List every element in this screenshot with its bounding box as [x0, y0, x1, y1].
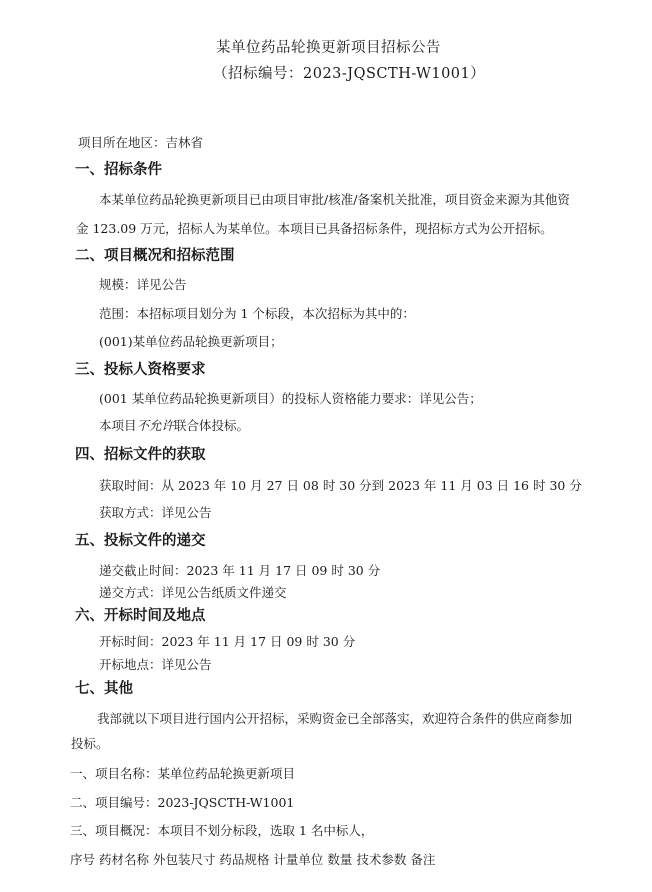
submission-method-line: 递交方式：详见公告纸质文件递交	[99, 585, 287, 600]
section-7-paragraph-line-2: 投标。	[71, 736, 109, 751]
section-5-heading: 五、投标文件的递交	[75, 533, 206, 549]
section-1-paragraph-line-1: 本某单位药品轮换更新项目已由项目审批/核准/备案机关批准，项目资金来源为其他资	[99, 192, 570, 207]
submission-deadline-line: 递交截止时间：2023 年 11 月 17 日 09 时 30 分	[99, 563, 381, 578]
scope-line: 范围：本招标项目划分为 1 个标段，本次招标为其中的：	[99, 306, 415, 321]
acquire-time-line: 获取时间：从 2023 年 10 月 27 日 08 时 30 分到 2023 年 11 月 03 日 16 时 30 分	[99, 478, 582, 493]
lot-line: (001)某单位药品轮换更新项目；	[99, 334, 283, 349]
section-1-heading: 一、招标条件	[75, 162, 162, 178]
item-project-overview: 三、项目概况：本项目不划分标段，选取 1 名中标人，	[70, 823, 374, 838]
section-1-paragraph-line-2: 金 123.09 万元，招标人为某单位。本项目已具备招标条件，现招标方式为公开招标。	[76, 221, 553, 236]
section-4-heading: 四、招标文件的获取	[75, 447, 206, 463]
bid-number: （招标编号：2023-JQSCTH-W1001）	[213, 66, 486, 82]
joint-bid-not-allowed: 不允许	[136, 418, 175, 433]
notice-title: 某单位药品轮换更新项目招标公告	[216, 40, 441, 56]
qualification-line: (001 某单位药品轮换更新项目）的投标人资格能力要求：详见公告；	[99, 391, 482, 406]
joint-bid-suffix: 联合体投标。	[174, 418, 250, 433]
table-header-row: 序号 药材名称 外包装尺寸 药品规格 计量单位 数量 技术参数 备注	[70, 852, 436, 867]
project-location: 项目所在地区：吉林省	[78, 135, 204, 150]
section-7-paragraph-line-1: 我部就以下项目进行国内公开招标，采购资金已全部落实，欢迎符合条件的供应商参加	[97, 711, 573, 726]
section-2-heading: 二、项目概况和招标范围	[75, 248, 235, 264]
opening-place-line: 开标地点：详见公告	[99, 657, 212, 672]
joint-bid-prefix: 本项目	[99, 418, 137, 433]
acquire-method-line: 获取方式：详见公告	[99, 505, 212, 520]
section-3-heading: 三、投标人资格要求	[75, 362, 206, 378]
scale-line: 规模：详见公告	[99, 277, 187, 292]
section-6-heading: 六、开标时间及地点	[75, 608, 206, 624]
joint-bid-line	[99, 418, 249, 434]
item-project-name: 一、项目名称：某单位药品轮换更新项目	[70, 766, 296, 781]
item-project-number: 二、项目编号：2023-JQSCTH-W1001	[70, 795, 295, 810]
section-7-heading: 七、其他	[75, 681, 133, 697]
opening-time-line: 开标时间：2023 年 11 月 17 日 09 时 30 分	[99, 634, 356, 649]
